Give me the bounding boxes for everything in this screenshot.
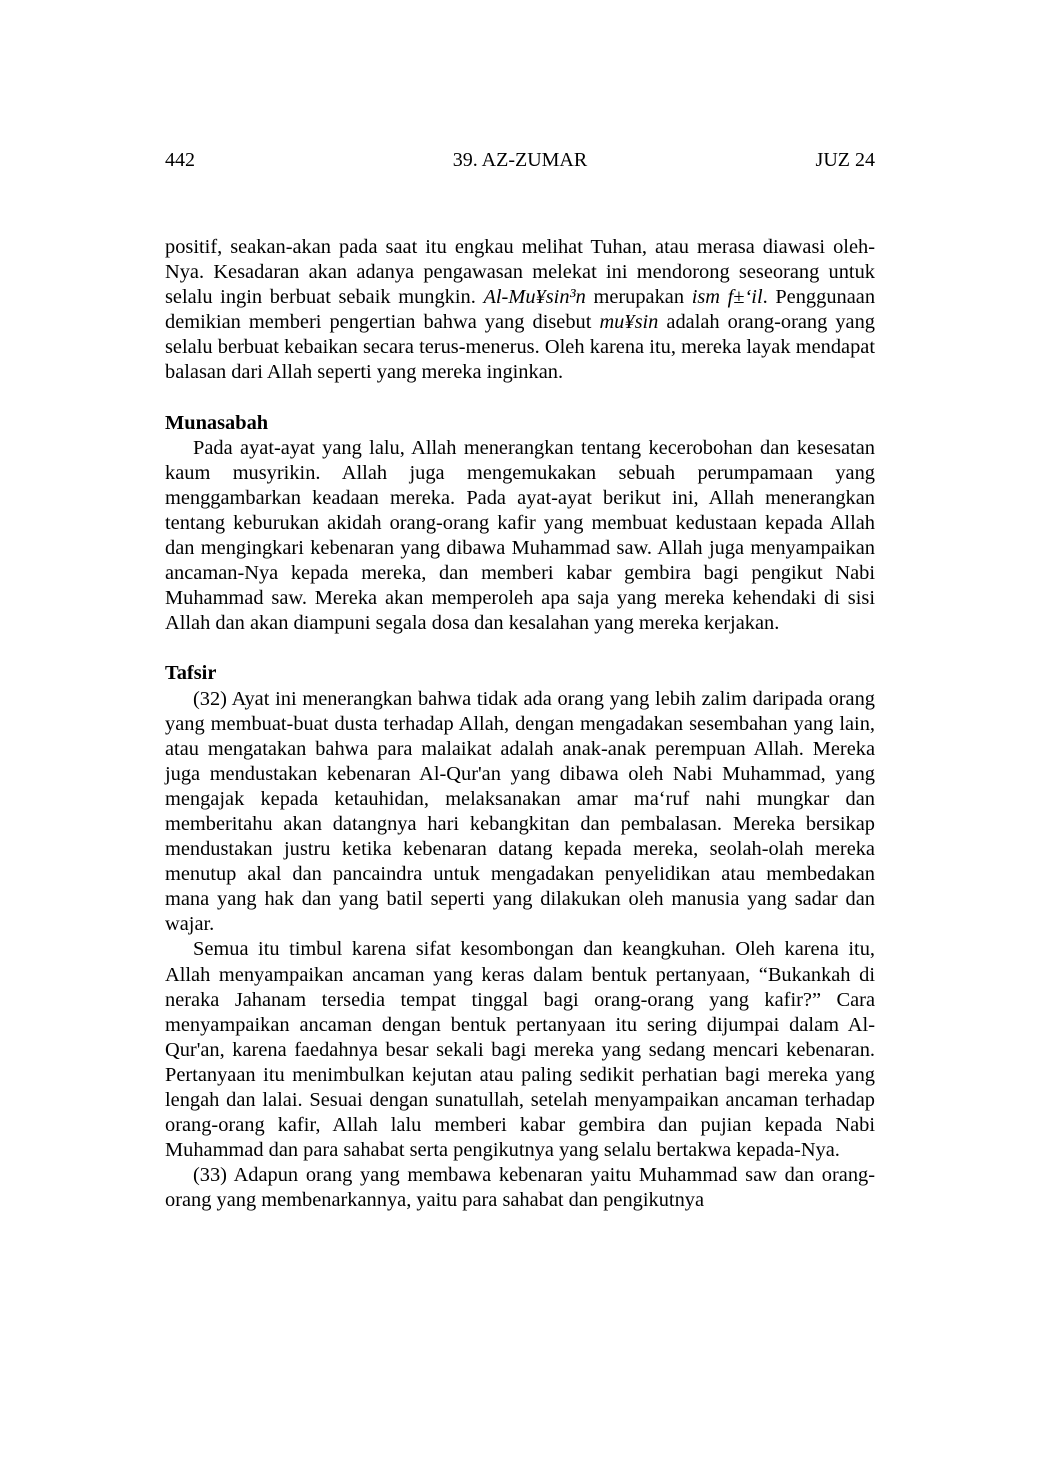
tafsir-paragraph-32: (32) Ayat ini menerangkan bahwa tidak ada orang yang lebih zalim daripada orang yang membuat-buat dusta terhadap Allah, dengan mengadakan sesembahan yang lain, atau mengatakan bahwa para malaikat adalah anak-anak perempuan Allah. Mereka juga mendustakan kebenaran Al-Qur'an yang dibawa oleh Nabi Muhammad, yang mengajak kepada ketauhidan, melaksanakan amar ma‘ruf nahi mungkar dan memberitahu akan datangnya hari kebangkitan dan pembalasan. Mereka bersikap mendustakan justru ketika kebenaran datang kepada mereka, seolah-olah mereka menutup akal dan pancaindra untuk mengadakan penyelidikan atau membedakan mana yang hak dan yang batil seperti yang dilakukan oleh manusia yang sadar dan wajar. [165, 687, 875, 936]
intro-paragraph [165, 235, 875, 386]
tafsir-paragraph-33: (33) Adapun orang yang membawa kebenaran yaitu Muhammad saw dan orang-orang yang membenarkannya, yaitu para sahabat dan pengikutnya [165, 1164, 875, 1212]
intro-term-muhsin: mu¥sin [599, 311, 659, 334]
intro-text-2: merupakan [585, 286, 692, 309]
intro-text-3: . Penggunaan demikian memberi pengertian bahwa yang disebut [165, 286, 876, 334]
chapter-title: 39. AZ-ZUMAR [452, 149, 588, 171]
munasabah-heading: Munasabah [165, 411, 269, 434]
intro-term-al-muhsinun: Al-Mu¥sin³n [483, 286, 586, 309]
page-body [165, 235, 875, 1213]
page-number: 442 [165, 149, 195, 171]
intro-text-4: adalah orang-orang yang selalu berbuat kebaikan secara terus-menerus. Oleh karena itu, mereka layak mendapat balasan dari Allah seperti yang mereka inginkan. [165, 311, 876, 384]
intro-text-1: positif, seakan-akan pada saat itu engkau melihat Tuhan, atau merasa diawasi oleh-Nya. Kesadaran akan adanya pengawasan melekat ini mendorong seseorang untuk selalu ingin berbuat sebaik mungkin. [165, 236, 875, 309]
page-header [165, 146, 875, 174]
munasabah-paragraph: Pada ayat-ayat yang lalu, Allah menerangkan tentang kecerobohan dan kesesatan kaum musyrikin. Allah juga mengemukakan sebuah perumpamaan yang menggambarkan keadaan mereka. Pada ayat-ayat berikut ini, Allah menerangkan tentang keburukan akidah orang-orang kafir yang membuat kedustaan kepada Allah dan mengingkari kebenaran yang dibawa Muhammad saw. Allah juga menyampaikan ancaman-Nya kepada mereka, dan memberi kabar gembira bagi pengikut Nabi Muhammad saw. Mereka akan memperoleh apa saja yang mereka kehendaki di sisi Allah dan akan diampuni segala dosa dan kesalahan yang mereka kerjakan. [165, 436, 875, 635]
intro-term-ism-fail: ism f±‘il [691, 286, 763, 309]
juz-label: JUZ 24 [815, 149, 875, 171]
tafsir-paragraph-warning: Semua itu timbul karena sifat kesombongan dan keangkuhan. Oleh karena itu, Allah menyampaikan ancaman yang keras dalam bentuk pertanyaan, “Bukankah di neraka Jahanam tersedia tempat tinggal bagi orang-orang yang kafir?” Cara menyampaikan ancaman dengan bentuk pertanyaan itu sering dijumpai dalam Al-Qur'an, karena faedahnya besar sekali bagi mereka yang sedang mencari kebenaran. Pertanyaan itu menimbulkan kejutan atau paling sedikit perhatian bagi mereka yang lengah dan lalai. Sesuai dengan sunatullah, setelah menyampaikan ancaman terhadap orang-orang kafir, Allah lalu memberi kabar gembira dan pujian kepada Nabi Muhammad dan para sahabat serta pengikutnya yang selalu bertakwa kepada-Nya. [165, 938, 875, 1162]
tafsir-heading: Tafsir [165, 662, 217, 685]
